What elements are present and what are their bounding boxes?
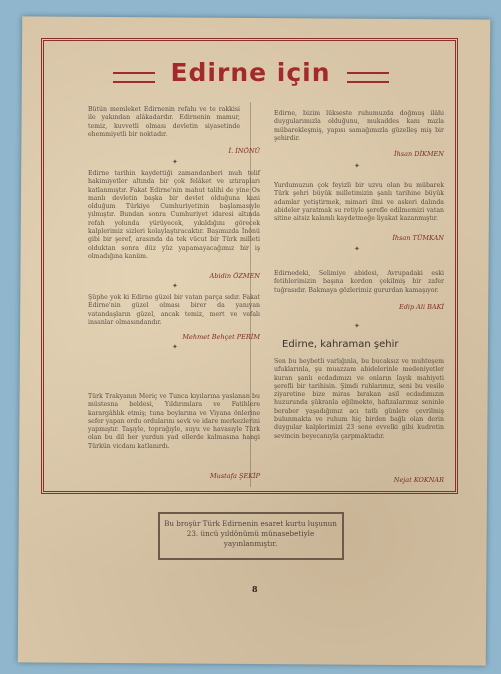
right-signature-4: Nejat KOKNAR (393, 476, 444, 484)
left-paragraph-2: Edirne tarihin kaydettiği zamandanberi muh telif hakimiyetler altında bir çok felâket ve ıztırapları katlanmıştır. Fakat Edirne'nin mahut talihi de yine Os manlı devletin başka bir devlet olduğuna kani olduğum Türkiye Cumhuriyetinin başlamasıyle yılmıştır. Bundan sonra Cumhuriyet idaresi altında refah yolunda yürüyecek, yıkıldığını görecek kalplerimiz sizleri kolaylaştıracaktır. Başımızda İnönü gibi bir şeref, arasında da tek vücut bir Türk milleti olduktan sonra düz yüz yapamayacağımız bir iş olmadığına kaniim. (88, 170, 260, 260)
section-subheading: Edirne, kahraman şehir (282, 339, 399, 350)
right-signature-3: Edip Ali BAKİ (398, 303, 444, 311)
right-signature-2: İhsan TÜMKAN (392, 234, 444, 242)
right-paragraph-1: Edirne, bizim lükseste ruhumuzda doğmuş ilâhi duygularımızla olduğunu, mukaddes kanı mızla mübarekleşmiş, yapısı samağımızla güzelleş miş bir şehirdir. (274, 110, 444, 142)
left-paragraph-3: Şüphe yok ki Edirne güzel bir vatan parça sıdır. Fakat Edirne'nin güzel olması birer da yanıyan vatandaşların güzel, ancak temiz, mert ve vefalı insanlar olmasındandır. (88, 294, 260, 326)
right-paragraph-3: Edirnedeki, Selimiye abidesi, Avrupadaki eski fetihlerimizin başına kordon çekilmiş bir zafer tuğrasıdır. Bakmaya gözlerimiz gururdan kamaşıyor. (274, 270, 444, 294)
left-signature-2: Abidin ÖZMEN (209, 272, 260, 280)
page-number: 8 (252, 584, 258, 594)
left-signature-3: Mehmet Behçet PERİM (182, 333, 260, 341)
left-signature-1: İ. İNÖNÜ (228, 147, 260, 155)
separator-star: ✦ (172, 282, 178, 290)
separator-star: ✦ (354, 322, 360, 330)
right-signature-1: İhsan DİKMEN (394, 150, 444, 158)
separator-star: ✦ (354, 162, 360, 170)
separator-star: ✦ (354, 245, 360, 253)
page-title: Edirne için (170, 58, 331, 87)
separator-star: ✦ (172, 343, 178, 351)
separator-star: ✦ (172, 158, 178, 166)
bottom-note-text: Bu broşür Türk Edirnenin esaret kurtu luşunun 23. üncü yıldönümü münasebetiyle yayınlanmıştır. (164, 519, 337, 548)
right-paragraph-4: Sen bu heybetli varlığınla, bu bucaksız ve muhteşem ufuklarınla, şu muazzam abidelerinle medeniyetler kuran şanlı ecdadımızı ve onların layık mahiyeti şerefli bir tarihisin. Şimdi ruhlarımız, seni bu vesile ziyaretine bize miras bırakan asil ecdadımızın huzurunda şükranla eğilmekte, hafızalarımız seninle beraber yaşadığımız acı tatlı günlere çevrilmiş bulunmakta ve ruhum hiç birden bağlı olan derin duygular kalplerimizi 23 sene evvelki gibi kudretin sevincin beyecanıyla çarpmaktadır. (274, 358, 444, 440)
left-signature-4: Mustafa ŞEKİP (209, 472, 260, 480)
left-paragraph-4: Türk Trakyanın Meriç ve Tunca kıyılarına yaslanan bu müstesna beldesi, Yıldırımlara ve Fatihlere karargâhlık etmiş; tuna boylarına ve Viyana önlerine sefer yapan ordu ordularını sevk ve idare merkezlerini yapmıştır. Taşıyle, toprağıyle, suyu ve havasıyle Türk olan bu dil ber yurdun yad ellerde kalmasına hangi Türkün vicdanı katlanırdı. (88, 393, 260, 450)
right-paragraph-2: Yurdumuzun çok feyizli bir uzvu olan bu mübarek Türk şehri büyük milletimizin şanlı tarihine büyük adamlar yetiştirmek, mimari ilmi ve askeri dalında abideler yaratmak su retiyle şerefle edilmemizi vatan sitine aitsiz kalamlı kaydetmeğe liyakat kazanmıştır. (274, 182, 444, 223)
left-paragraph-1: Bütün memleket Edirnenin refahı ve te rakkisi ile yakından alâkadardır. Edirnenin mamur, temiz, kuvvetli olması devletin siyasetinde ehemmiyetli bir noktadır. (88, 106, 240, 138)
